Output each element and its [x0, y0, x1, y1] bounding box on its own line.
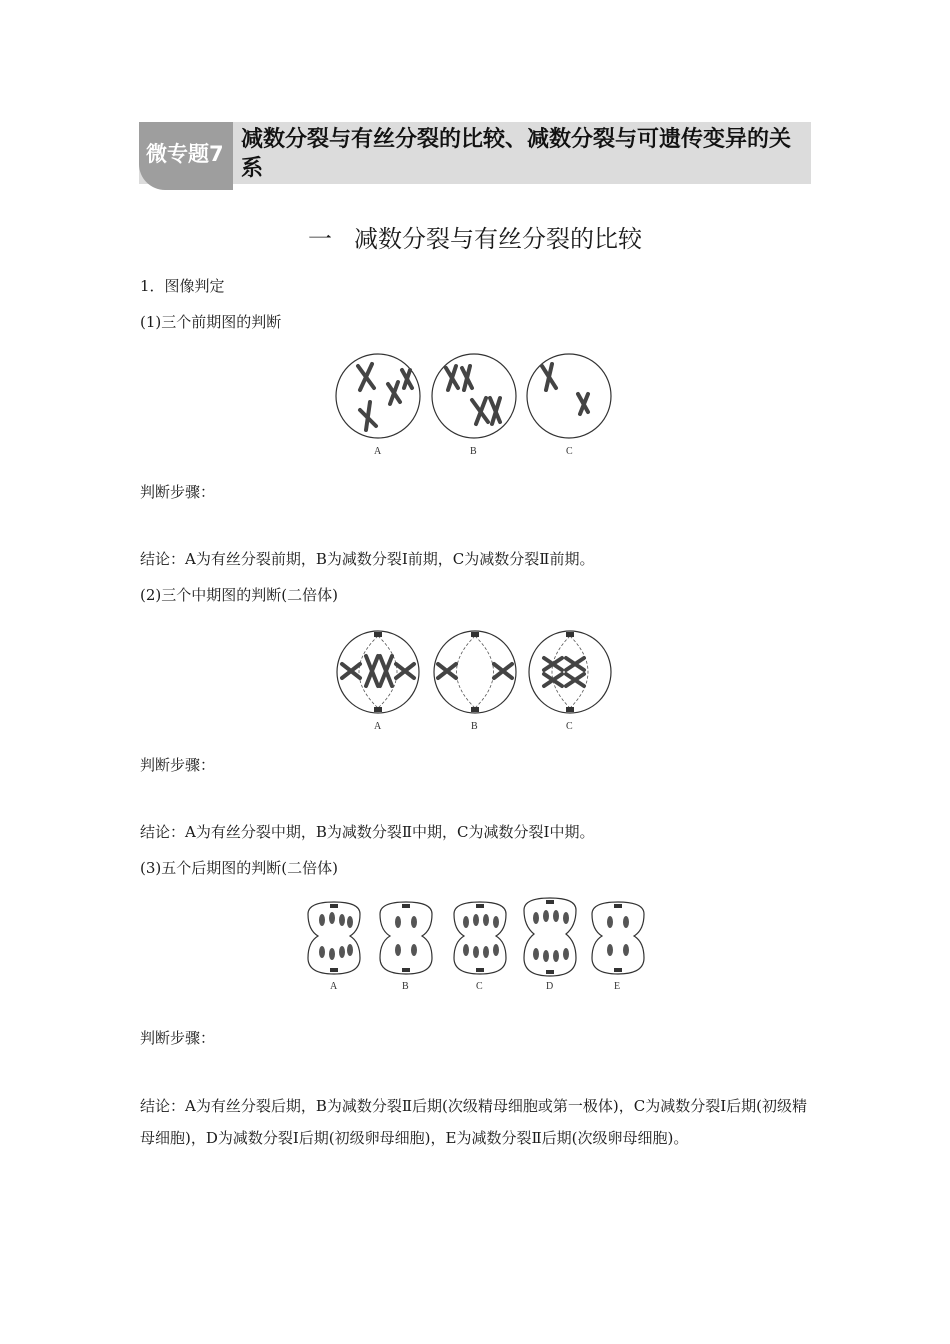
- figure-label: A: [374, 446, 382, 457]
- figure-label: A: [330, 981, 338, 992]
- anaphase-figure: [300, 896, 650, 996]
- section-heading: [0, 219, 950, 254]
- figure-label: C: [566, 721, 573, 732]
- figure-label: A: [374, 721, 382, 732]
- metaphase-conclusion: 结论：A为有丝分裂中期，B为减数分裂Ⅱ中期，C为减数分裂Ⅰ中期。: [140, 823, 595, 841]
- figure-label: C: [566, 446, 573, 457]
- figure-label: B: [471, 721, 478, 732]
- metaphase-heading: (2)三个中期图的判断(二倍体): [140, 586, 338, 604]
- prophase-conclusion: 结论：A为有丝分裂前期，B为减数分裂Ⅰ前期，C为减数分裂Ⅱ前期。: [140, 550, 595, 568]
- anaphase-heading: (3)五个后期图的判断(二倍体): [140, 859, 338, 877]
- figure-label: E: [614, 981, 621, 992]
- steps-label: 判断步骤：: [140, 483, 216, 501]
- item-heading: 1．图像判定: [140, 277, 225, 295]
- section-number: 一: [308, 225, 332, 253]
- section-title: 减数分裂与有丝分裂的比较: [354, 225, 642, 253]
- figure-label: B: [470, 446, 477, 457]
- figure-label: D: [546, 981, 554, 992]
- steps-label: 判断步骤：: [140, 1029, 216, 1047]
- anaphase-conclusion: 结论：A为有丝分裂后期，B为减数分裂Ⅱ后期(次级精母细胞或第一极体)，C为减数分裂Ⅰ后期(初级精母细胞)，D为减数分裂Ⅰ后期(初级卵母细胞)，E为减数分裂Ⅱ后期(次级卵母细胞)。: [140, 1097, 808, 1147]
- metaphase-figure: [330, 626, 620, 734]
- prophase-figure: [330, 348, 620, 460]
- figure-label: C: [476, 981, 483, 992]
- cell-a: [336, 354, 420, 438]
- topic-title: 减数分裂与有丝分裂的比较、减数分裂与可遗传变异的关系: [241, 127, 792, 181]
- cell-c: [527, 354, 611, 438]
- topic-badge-label: 微专题7: [146, 142, 224, 166]
- figure-label: B: [402, 981, 409, 992]
- steps-label: 判断步骤：: [140, 756, 216, 774]
- prophase-heading: (1)三个前期图的判断: [140, 313, 282, 331]
